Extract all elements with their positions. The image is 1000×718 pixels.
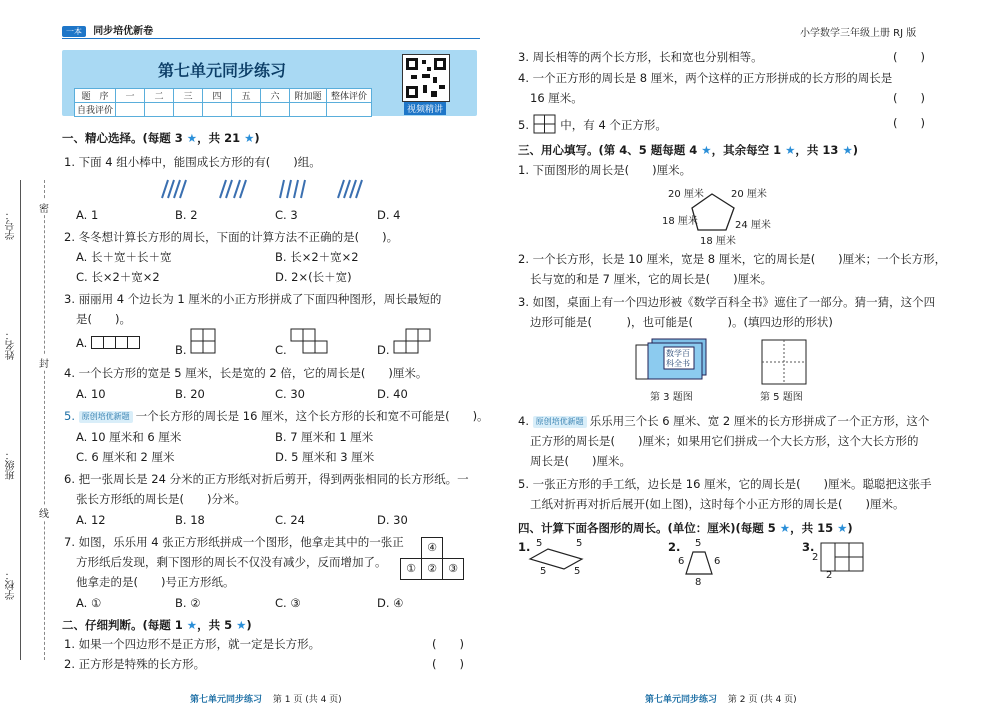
judge-4-answer[interactable]: ( )	[893, 91, 925, 105]
l-shape-figure	[290, 328, 330, 354]
judge-5: 5. 中，有 4 个正方形。	[518, 114, 667, 134]
score-header-7: 附加题	[290, 89, 327, 103]
sticks-figure	[158, 178, 378, 200]
section-1-title: 一、精心选择。(每题 3 ★，共 21 ★)	[62, 131, 260, 145]
sidebar-student-id: 学号：	[6, 210, 17, 240]
q6-option-b: B. 18	[175, 513, 205, 527]
book-title-2: 科全书	[666, 359, 690, 368]
qr-code-icon	[403, 55, 449, 101]
pentagon-label-5: 18 厘米	[700, 236, 736, 247]
rhombus-side-2: 5	[576, 538, 583, 549]
calc-2-number: 2.	[668, 540, 681, 554]
q2-option-a: A. 长＋宽＋长＋宽	[76, 250, 172, 264]
page-title: 第七单元同步练习	[158, 61, 287, 80]
question-6-line-2: 张长方形纸的周长是( )分米。	[76, 492, 246, 506]
fill-4-line-1: 4. 原创培优新题 乐乐用三个长 6 厘米、宽 2 厘米的长方形拼成了一个正方形，这个	[518, 414, 930, 428]
question-7-line-2: 方形纸后发现，剩下图形的周长不仅没有减少，反而增加了。	[76, 555, 387, 569]
score-header-2: 二	[145, 89, 174, 103]
score-cell[interactable]	[232, 103, 261, 117]
q3-option-c: C.	[275, 328, 330, 354]
star-icon: ★	[186, 131, 198, 145]
score-cell[interactable]	[203, 103, 232, 117]
score-header-6: 六	[261, 89, 290, 103]
fill-5-line-1: 5. 一张正方形的手工纸，边长是 16 厘米，它的周长是( )厘米。聪聪把这张手	[518, 477, 932, 491]
question-7-line-3: 他拿走的是( )号正方形纸。	[76, 575, 235, 589]
rhombus-side-3: 5	[540, 566, 547, 577]
question-4: 4. 一个长方形的宽是 5 厘米，长是宽的 2 倍，它的周长是( )厘米。	[64, 366, 428, 380]
star-icon: ★	[785, 143, 796, 157]
grid-side-left: 2	[812, 552, 819, 563]
pentagon-label-2: 20 厘米	[731, 189, 767, 200]
score-cell[interactable]	[145, 103, 174, 117]
question-2: 2. 冬冬想计算长方形的周长，下面的计算方法不正确的是( )。	[64, 230, 399, 244]
trapezoid-right: 6	[714, 556, 721, 567]
q7-square-1: ①	[400, 558, 422, 580]
fill-5-line-2: 工纸对折再对折后展开(如上图)，这时每个小正方形的周长是( )厘米。	[530, 497, 905, 511]
score-table	[74, 88, 372, 117]
judge-1-answer[interactable]: ( )	[432, 637, 464, 651]
question-1: 1. 下面 4 组小棒中，能围成长方形的有( )组。	[64, 155, 321, 169]
pentagon-label-1: 20 厘米	[668, 189, 704, 200]
q2-option-c: C. 长×2＋宽×2	[76, 270, 160, 284]
qr-code	[402, 54, 450, 102]
score-header-5: 五	[232, 89, 261, 103]
q5-option-a: A. 10 厘米和 6 厘米	[76, 430, 182, 444]
star-icon: ★	[842, 143, 853, 157]
q1-option-c: C. 3	[275, 208, 298, 222]
question-5: 5. 原创培优新题 一个长方形的周长是 16 厘米，这个长方形的长和宽不可能是( )。	[64, 409, 489, 423]
score-cell[interactable]	[174, 103, 203, 117]
star-icon: ★	[186, 618, 198, 632]
q5-option-c: C. 6 厘米和 2 厘米	[76, 450, 175, 464]
question-3-line-1: 3. 丽丽用 4 个边长为 1 厘米的小正方形拼成了下面四种图形，周长最短的	[64, 292, 442, 306]
score-header-3: 三	[174, 89, 203, 103]
q3-option-a: A.	[76, 336, 140, 352]
score-header-1: 一	[116, 89, 145, 103]
series-title: 同步培优新卷	[93, 26, 154, 37]
judge-3: 3. 周长相等的两个长方形，长和宽也分别相等。	[518, 50, 763, 64]
q7-figure	[398, 537, 466, 579]
q1-option-a: A. 1	[76, 208, 99, 222]
q4-option-c: C. 30	[275, 387, 305, 401]
trapezoid-bottom: 8	[695, 577, 702, 588]
judge-1: 1. 如果一个四边形不是正方形，就一定是长方形。	[64, 637, 321, 651]
sidebar-name: 姓名：	[6, 330, 17, 360]
q4-option-d: D. 40	[377, 387, 408, 401]
score-header-0: 题 序	[75, 89, 116, 103]
score-header-4: 四	[203, 89, 232, 103]
fill-1: 1. 下面图形的周长是( )厘米。	[518, 163, 692, 177]
judge-3-answer[interactable]: ( )	[893, 50, 925, 64]
rhombus-side-1: 5	[536, 538, 543, 549]
star-icon: ★	[779, 521, 791, 535]
brand-logo: 一本	[62, 26, 86, 37]
q1-option-d: D. 4	[377, 208, 401, 222]
q5-option-b: B. 7 厘米和 1 厘米	[275, 430, 374, 444]
q7-square-4: ④	[421, 537, 443, 559]
q6-option-a: A. 12	[76, 513, 106, 527]
sidebar-line-2	[44, 180, 45, 660]
question-6-line-1: 6. 把一张周长是 24 分米的正方形纸对折后剪开，得到两张相同的长方形纸。一	[64, 472, 469, 486]
fill-3-line-1: 3. 如图，桌面上有一个四边形被《数学百科全书》遮住了一部分。猜一猜，这个四	[518, 295, 936, 309]
score-header-8: 整体评价	[327, 89, 372, 103]
pentagon-label-4: 24 厘米	[735, 220, 771, 231]
score-cell[interactable]	[327, 103, 372, 117]
q2-option-d: D. 2×(长＋宽)	[275, 270, 352, 284]
judge-4-line-2: 16 厘米。	[530, 91, 583, 105]
score-row-label: 自我评价	[75, 103, 116, 117]
step-shape-figure	[393, 328, 433, 354]
question-7-line-1: 7. 如图，乐乐用 4 张正方形纸拼成一个图形，他拿走其中的一张正	[64, 535, 404, 549]
q7-square-3: ③	[442, 558, 464, 580]
fill-4-line-2: 正方形的周长是( )厘米；如果用它们拼成一个大长方形，这个大长方形的	[530, 434, 919, 448]
score-cell[interactable]	[116, 103, 145, 117]
question-3-line-2: 是( )。	[76, 312, 131, 326]
seal-char-line: 线	[39, 505, 49, 520]
figure-5-caption: 第 5 题图	[760, 392, 803, 403]
grid-figure	[820, 542, 864, 572]
qr-caption: 视频精讲	[404, 102, 446, 115]
q7-option-a: A. ①	[76, 596, 102, 610]
q5-option-d: D. 5 厘米和 3 厘米	[275, 450, 375, 464]
fill-2-line-2: 长与宽的和是 7 厘米，它的周长是( )厘米。	[530, 272, 773, 286]
q6-option-c: C. 24	[275, 513, 305, 527]
q7-option-c: C. ③	[275, 596, 301, 610]
section-2-title: 二、仔细判断。(每题 1 ★，共 5 ★)	[62, 618, 252, 632]
folded-paper-figure	[760, 338, 808, 386]
q7-option-d: D. ④	[377, 596, 404, 610]
star-icon: ★	[244, 131, 255, 145]
q7-option-b: B. ②	[175, 596, 201, 610]
sidebar-line-1	[20, 180, 21, 660]
trapezoid-top: 5	[695, 538, 702, 549]
judge-4-line-1: 4. 一个正方形的周长是 8 厘米，两个这样的正方形拼成的长方形的周长是	[518, 71, 893, 85]
header-right: 小学数学三年级上册 RJ 版	[800, 28, 917, 39]
seal-char-dense: 密	[39, 200, 49, 215]
trapezoid-left: 6	[678, 556, 685, 567]
q3-option-d: D.	[377, 328, 433, 354]
calc-1-number: 1.	[518, 540, 531, 554]
square-2x2-figure	[190, 328, 218, 354]
footer-right: 第七单元同步练习 第 2 页 (共 4 页)	[645, 695, 797, 705]
header-rule-left	[62, 38, 480, 39]
sidebar-school: 学校：	[6, 570, 17, 600]
figure-3-caption: 第 3 题图	[650, 392, 693, 403]
calc-3-number: 3.	[802, 540, 815, 554]
book-title-1: 数学百	[666, 349, 690, 358]
footer-left: 第七单元同步练习 第 1 页 (共 4 页)	[190, 695, 342, 705]
judge-2: 2. 正方形是特殊的长方形。	[64, 657, 206, 671]
pentagon-label-3: 18 厘米	[662, 216, 698, 227]
q2-option-b: B. 长×2＋宽×2	[275, 250, 359, 264]
section-3-title: 三、用心填写。(第 4、5 题每题 4 ★，其余每空 1 ★，共 13 ★)	[518, 143, 859, 157]
sidebar-class: 班级：	[6, 450, 17, 480]
grid-side-bottom: 2	[826, 570, 833, 581]
q3-option-b: B.	[175, 328, 218, 354]
original-question-tag: 原创培优新题	[79, 411, 133, 423]
original-question-tag: 原创培优新题	[533, 416, 587, 428]
seal-char-seal: 封	[39, 355, 49, 370]
q4-option-a: A. 10	[76, 387, 106, 401]
q6-option-d: D. 30	[377, 513, 408, 527]
fill-2-line-1: 2. 一个长方形，长是 10 厘米，宽是 8 厘米，它的周长是( )厘米；一个长方形，	[518, 252, 947, 266]
score-cell[interactable]	[261, 103, 290, 117]
rhombus-side-4: 5	[574, 566, 581, 577]
star-icon: ★	[837, 521, 848, 535]
q1-option-b: B. 2	[175, 208, 198, 222]
section-4-title: 四、计算下面各图形的周长。(单位：厘米)(每题 5 ★，共 15 ★)	[518, 521, 853, 535]
q4-option-b: B. 20	[175, 387, 205, 401]
trapezoid-figure	[684, 550, 714, 576]
header-left	[62, 22, 153, 37]
fill-4-line-3: 周长是( )厘米。	[530, 454, 631, 468]
star-icon: ★	[236, 618, 247, 632]
fill-3-line-2: 边形可能是( )，也可能是( )。(填四边形的形状)	[530, 315, 833, 329]
judge-5-answer[interactable]: ( )	[893, 116, 925, 130]
score-cell[interactable]	[290, 103, 327, 117]
star-icon: ★	[701, 143, 712, 157]
judge-5-figure	[533, 114, 557, 134]
judge-2-answer[interactable]: ( )	[432, 657, 464, 671]
q7-square-2: ②	[421, 558, 443, 580]
